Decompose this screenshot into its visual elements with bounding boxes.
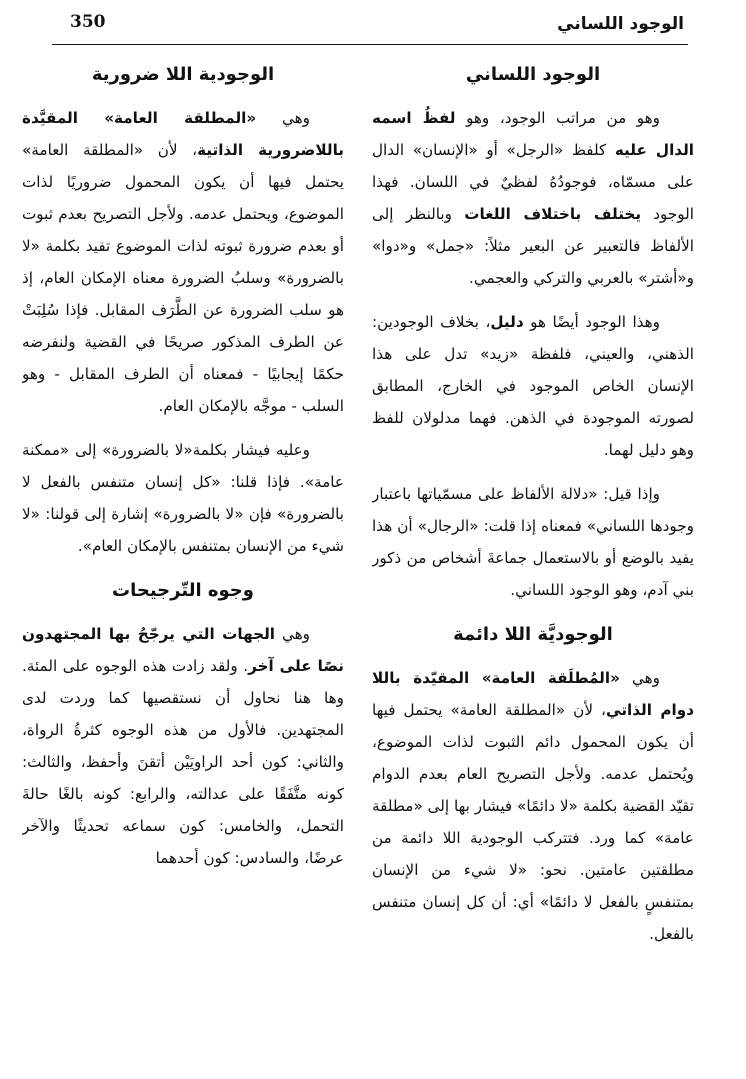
left-column <box>22 52 344 1072</box>
paragraph: وهي «المطلقة العامة» المقيَّدة باللاضرورية الذاتية، لأن «المطلقة العامة» يحتمل فيها أن يكون المحمول ضروريًا لذات الموضوع، ويحتمل عدمه. ولأجل التصريح بعدم ثبوت أو بعدم ضرورة ثبوته لذات الموضوع تفيد بكلمة «لا بالضرورة» وسلبُ الضرورة معناه الإمكان العام، إذ هو سلب الضرورة عن الطَّرَف المقابل. فإذا سُلِبَتْ عن الطرف المذكور صريحًا في القضية ولنفرضه حكمًا إيجابيًا - فمعناه أن الطرف المقابل - وهو السلب - موجَّه بالإمكان العام. <box>22 109 344 415</box>
section-title-non-necessary-existential: الوجودية اللا ضرورية <box>91 64 275 85</box>
section-title-preference-aspects: وجوه التّرجيحات <box>112 580 254 601</box>
section-title-linguistic-existence: الوجود اللساني <box>465 64 601 85</box>
section-title-non-permanent-existential: الوجوديَّة اللا دائمة <box>453 624 613 645</box>
paragraph: وهي «المُطلَقة العامة» المقيّدة باللا دوام الذاتي، لأن «المطلقة العامة» يحتمل فيها أن يكون المحمول دائم الثبوت لذات الموضوع، ويُحتمل عدمه. ولأجل التصريح العام بعدم الدوام تقيّد القضية بكلمة «لا دائمًا» فيشار بها إلى «مطلقة عامة» كما ورد. فتتركب الوجودية اللا دائمة من مطلقتين عامتين. نحو: «لا شيء من الإنسان بمتنفسٍ بالفعل لا دائمًا» أي: أن كل إنسان متنفس بالفعل. <box>372 669 694 943</box>
paragraph: وهي الجهات التي يرجّحُ بها المجتهدون نصًا على آخر. ولقد زادت هذه الوجوه على المئة. وها هنا نحاول أن نستقصيها كما وردت لدى المجتهدين. فالأول من هذه الوجوه كثرةُ الرواة، والثاني: كون أحد الراويَيْن أتقنَ وأحفظ، والثالث: كونه متَّفَقًا على عدالته، والرابع: كونه بالغًا حالةَ التحمل، والخامس: كون سماعه تحديثًا والآخر عرضًا، والسادس: كون أحدهما <box>22 625 344 867</box>
paragraph: وعليه فيشار بكلمة«لا بالضرورة» إلى «ممكنة عامة». فإذا قلنا: «كل إنسان متنفس بالفعل لا بالضرورة» فإن «لا بالضرورة» إشارة إلى قولنا: «لا شيء من الإنسان بمتنفس بالإمكان العام». <box>22 441 344 555</box>
running-title: الوجود اللساني <box>557 14 684 34</box>
right-column <box>372 52 694 1072</box>
paragraph: وهو من مراتب الوجود، وهو لفظُ اسمه الدال عليه كلفظ «الرجل» أو «الإنسان» الدال على مسمّاه، فوجودُهُ لفظيٌ في اللسان. فهذا الوجود يختلف باختلاف اللغات وبالنظر إلى الألفاظ فالتعبير عن البعير مثلاً: «جمل» و«دوا» و«أشتر» بالعربي والتركي والعجمي. <box>372 109 694 287</box>
paragraph: وإذا قيل: «دلالة الألفاظ على مسمّياتها باعتبار وجودها اللساني» فمعناه إذا قلت: «الرجال» أن هذا يفيد بالوضع أو بالاستعمال جماعةَ أشخاص من ذكور بني آدم، وهو الوجود اللساني. <box>372 485 694 599</box>
page-number: 350 <box>70 12 106 32</box>
page-header <box>52 10 688 45</box>
paragraph: وهذا الوجود أيضًا هو دليل، بخلاف الوجودين: الذهني، والعيني، فلفظة «زيد» تدل على هذا الإنسان الخاص الموجود في الخارج، المطابق لصورته الموجودة في الذهن. فهما مدلولان للفظ وهو دليل لهما. <box>372 313 694 459</box>
